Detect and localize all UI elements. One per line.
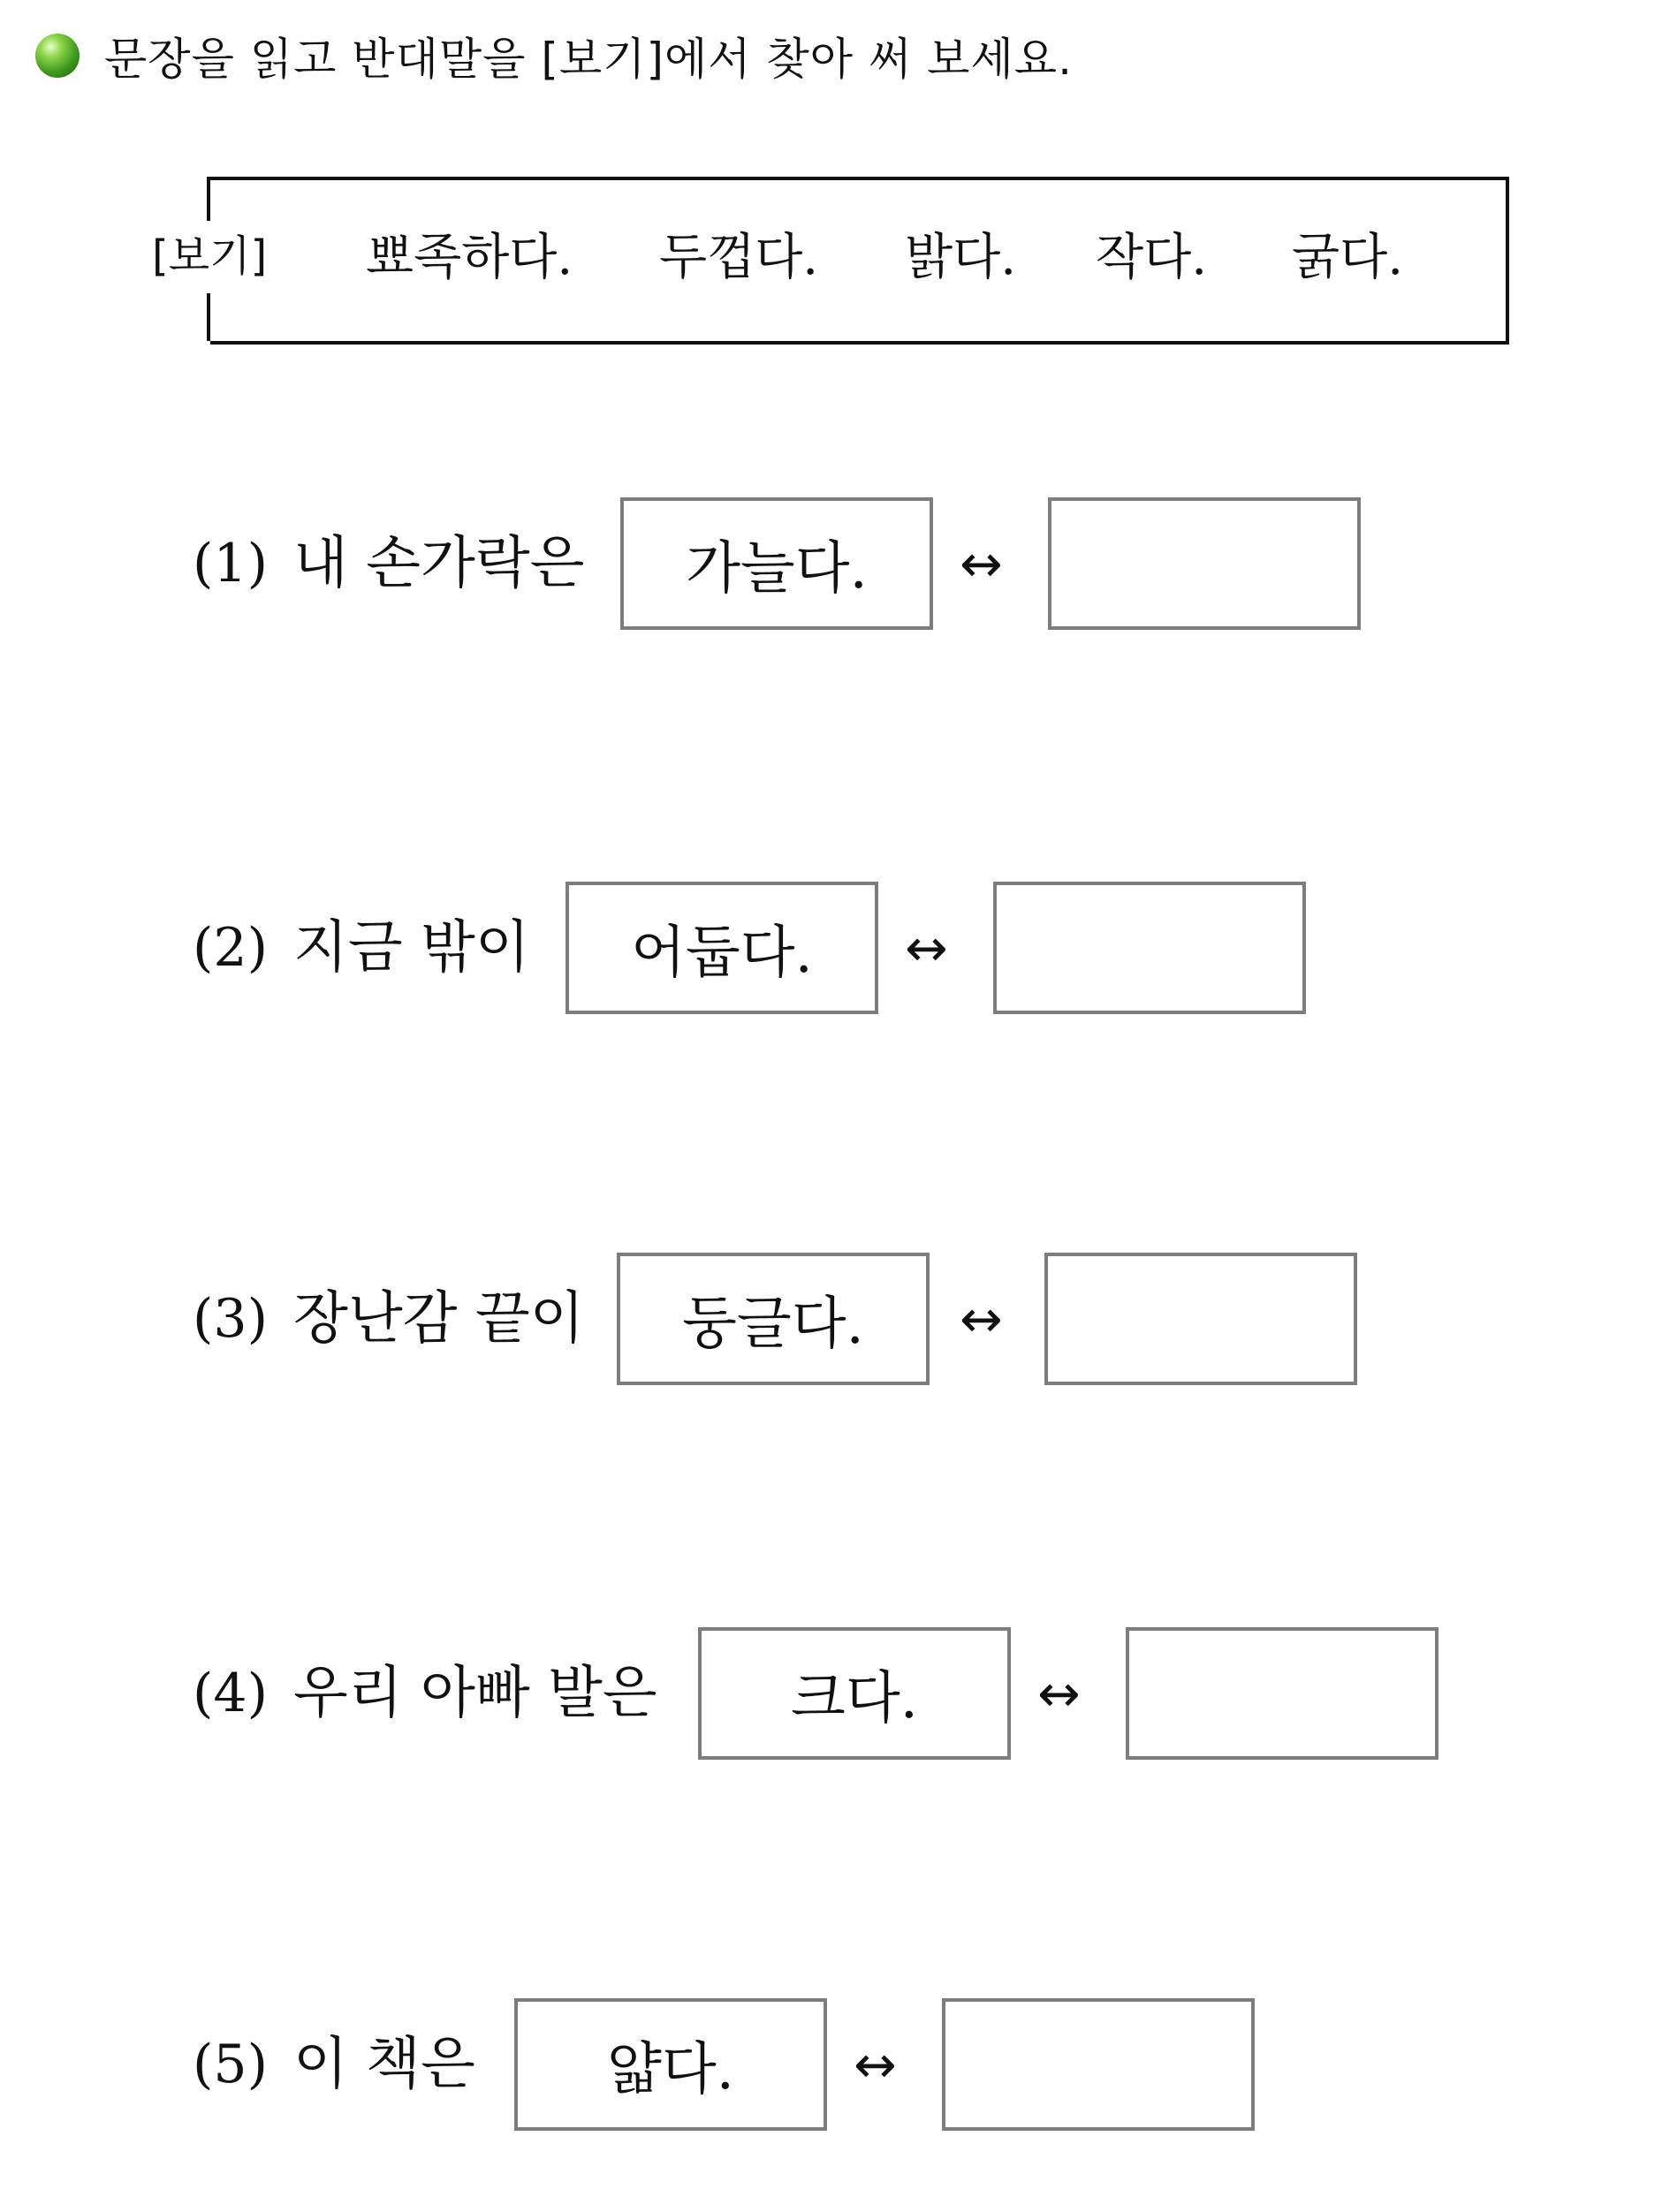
answer-blank-box[interactable]: [1044, 1253, 1357, 1385]
question-sentence: 내 손가락은: [293, 531, 585, 596]
question-sentence: 장난감 끝이: [293, 1286, 585, 1352]
word-bank-word: 밝다.: [905, 229, 1016, 286]
opposite-arrow-icon: ↔: [854, 2034, 897, 2095]
given-word-box: 가늘다.: [620, 497, 933, 630]
opposite-arrow-icon: ↔: [960, 1289, 1003, 1349]
word-bank-word: 뾰족하다.: [366, 229, 573, 286]
question-number: (5): [193, 2034, 268, 2095]
word-bank-word: 두껍다.: [659, 229, 819, 286]
answer-blank-box[interactable]: [1048, 497, 1361, 630]
word-bank-border-top-left: [207, 177, 210, 221]
answer-blank-box[interactable]: [1126, 1627, 1438, 1760]
word-bank-word: 굵다.: [1292, 229, 1403, 286]
question-number: (4): [193, 1663, 268, 1724]
question-1: [0, 497, 1670, 630]
opposite-arrow-icon: ↔: [905, 918, 948, 978]
question-3: [0, 1253, 1670, 1385]
question-sentence: 이 책은: [293, 2032, 475, 2097]
answer-blank-box[interactable]: [993, 882, 1306, 1014]
question-number: (1): [193, 533, 268, 595]
word-bank-word: 작다.: [1096, 229, 1207, 286]
question-sentence: 우리 아빠 발은: [293, 1661, 657, 1726]
question-2: [0, 882, 1670, 1014]
instruction: [35, 25, 1073, 87]
question-4: [0, 1627, 1670, 1760]
question-5: [0, 1998, 1670, 2131]
given-word-box: 어둡다.: [566, 882, 878, 1014]
word-bank-label: [보기]: [148, 228, 270, 284]
question-number: (2): [193, 917, 268, 979]
given-word-box: 크다.: [698, 1627, 1011, 1760]
word-bank-border-bottom-left: [207, 293, 210, 341]
question-number: (3): [193, 1288, 268, 1350]
instruction-text: 문장을 읽고 반대말을 [보기]에서 찾아 써 보세요.: [104, 34, 1073, 85]
green-bullet-icon: [35, 34, 80, 78]
answer-blank-box[interactable]: [942, 1998, 1255, 2131]
opposite-arrow-icon: ↔: [960, 534, 1003, 594]
question-sentence: 지금 밖이: [293, 915, 530, 981]
given-word-box: 얇다.: [514, 1998, 827, 2131]
given-word-box: 둥글다.: [617, 1253, 930, 1385]
opposite-arrow-icon: ↔: [1037, 1663, 1081, 1723]
